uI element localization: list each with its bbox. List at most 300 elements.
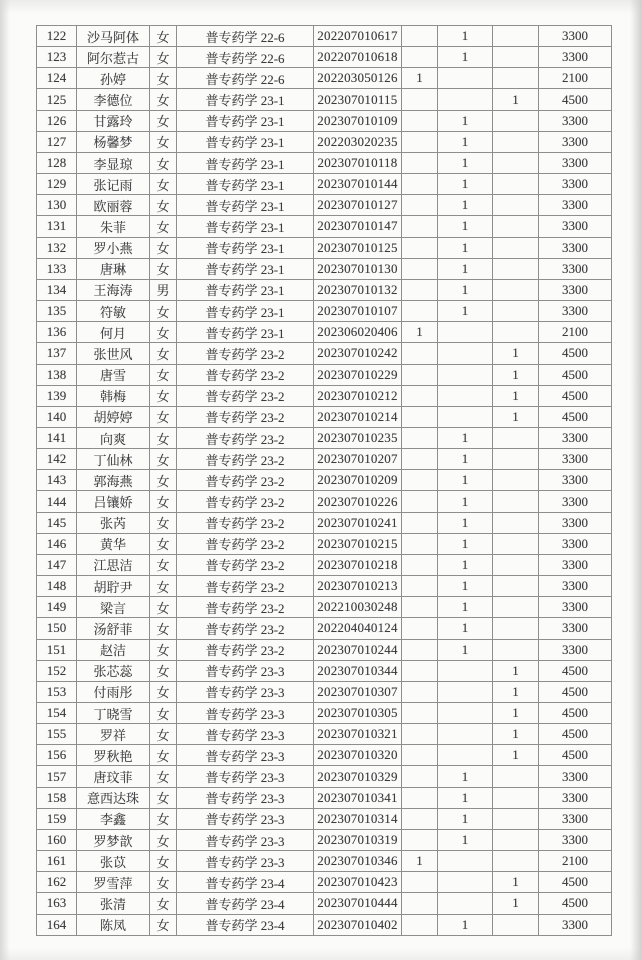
cell-mark_3300: 1 (438, 829, 493, 850)
cell-no: 146 (37, 533, 77, 554)
cell-mark_3300: 1 (438, 195, 493, 216)
cell-amount: 3300 (539, 195, 612, 216)
cell-class: 普专药学 23-3 (177, 745, 314, 766)
cell-no: 142 (37, 449, 77, 470)
cell-mark_3300: 1 (438, 597, 493, 618)
cell-no: 129 (37, 174, 77, 195)
cell-name: 孙婷 (77, 68, 150, 89)
table-row (37, 47, 612, 68)
cell-mark_2100 (402, 26, 438, 47)
cell-gender: 女 (150, 745, 177, 766)
cell-no: 137 (37, 343, 77, 364)
cell-no: 144 (37, 491, 77, 512)
cell-mark_4500 (493, 766, 539, 787)
cell-gender: 女 (150, 787, 177, 808)
cell-amount: 4500 (539, 660, 612, 681)
cell-no: 130 (37, 195, 77, 216)
cell-class: 普专药学 23-4 (177, 872, 314, 893)
cell-student_id: 202307010344 (314, 660, 402, 681)
cell-mark_2100 (402, 89, 438, 110)
table-row (37, 26, 612, 47)
cell-gender: 女 (150, 322, 177, 343)
cell-mark_3300: 1 (438, 301, 493, 322)
cell-mark_2100 (402, 829, 438, 850)
cell-amount: 3300 (539, 618, 612, 639)
cell-name: 唐雪 (77, 364, 150, 385)
cell-class: 普专药学 23-2 (177, 576, 314, 597)
cell-class: 普专药学 23-2 (177, 427, 314, 448)
cell-class: 普专药学 23-1 (177, 131, 314, 152)
table-row (37, 872, 612, 893)
cell-mark_2100 (402, 258, 438, 279)
cell-no: 164 (37, 914, 77, 935)
cell-mark_4500 (493, 427, 539, 448)
cell-student_id: 202307010346 (314, 851, 402, 872)
cell-student_id: 202307010314 (314, 808, 402, 829)
cell-mark_2100 (402, 364, 438, 385)
cell-name: 李显琼 (77, 152, 150, 173)
cell-mark_3300: 1 (438, 618, 493, 639)
cell-mark_2100 (402, 512, 438, 533)
table-row (37, 131, 612, 152)
cell-mark_2100 (402, 745, 438, 766)
cell-no: 126 (37, 110, 77, 131)
cell-mark_4500 (493, 131, 539, 152)
cell-student_id: 202307010218 (314, 554, 402, 575)
cell-amount: 3300 (539, 301, 612, 322)
table-row (37, 639, 612, 660)
table-row (37, 533, 612, 554)
table-row (37, 68, 612, 89)
cell-student_id: 202210030248 (314, 597, 402, 618)
cell-name: 沙马阿体 (77, 26, 150, 47)
cell-mark_3300: 1 (438, 279, 493, 300)
cell-gender: 女 (150, 47, 177, 68)
cell-mark_4500 (493, 618, 539, 639)
cell-amount: 3300 (539, 26, 612, 47)
cell-amount: 4500 (539, 724, 612, 745)
cell-mark_2100 (402, 703, 438, 724)
cell-name: 张芮 (77, 512, 150, 533)
cell-class: 普专药学 22-6 (177, 68, 314, 89)
cell-name: 向爽 (77, 427, 150, 448)
cell-name: 罗梦歆 (77, 829, 150, 850)
cell-mark_4500 (493, 47, 539, 68)
cell-amount: 4500 (539, 872, 612, 893)
cell-mark_4500: 1 (493, 703, 539, 724)
table-row (37, 174, 612, 195)
cell-no: 156 (37, 745, 77, 766)
cell-mark_2100 (402, 427, 438, 448)
cell-mark_4500 (493, 512, 539, 533)
cell-gender: 女 (150, 427, 177, 448)
cell-mark_3300: 1 (438, 787, 493, 808)
cell-gender: 女 (150, 914, 177, 935)
cell-name: 唐琳 (77, 258, 150, 279)
cell-class: 普专药学 23-1 (177, 152, 314, 173)
table-row (37, 301, 612, 322)
cell-name: 符敏 (77, 301, 150, 322)
cell-mark_4500 (493, 829, 539, 850)
cell-mark_2100 (402, 385, 438, 406)
cell-mark_3300: 1 (438, 131, 493, 152)
cell-mark_2100 (402, 872, 438, 893)
table-row (37, 195, 612, 216)
cell-amount: 2100 (539, 68, 612, 89)
cell-name: 吕镶娇 (77, 491, 150, 512)
cell-mark_2100 (402, 237, 438, 258)
cell-no: 161 (37, 851, 77, 872)
cell-gender: 女 (150, 258, 177, 279)
cell-amount: 3300 (539, 639, 612, 660)
cell-mark_2100 (402, 195, 438, 216)
cell-gender: 女 (150, 385, 177, 406)
cell-gender: 女 (150, 406, 177, 427)
cell-no: 159 (37, 808, 77, 829)
cell-amount: 3300 (539, 279, 612, 300)
cell-no: 139 (37, 385, 77, 406)
cell-student_id: 202307010307 (314, 681, 402, 702)
cell-class: 普专药学 23-2 (177, 406, 314, 427)
cell-amount: 3300 (539, 470, 612, 491)
cell-name: 丁仙林 (77, 449, 150, 470)
cell-amount: 4500 (539, 406, 612, 427)
cell-amount: 4500 (539, 681, 612, 702)
table-row (37, 576, 612, 597)
cell-class: 普专药学 23-2 (177, 512, 314, 533)
cell-mark_2100 (402, 406, 438, 427)
cell-mark_4500: 1 (493, 724, 539, 745)
cell-mark_4500 (493, 195, 539, 216)
cell-mark_4500 (493, 914, 539, 935)
cell-mark_4500 (493, 787, 539, 808)
cell-mark_3300: 1 (438, 914, 493, 935)
cell-no: 136 (37, 322, 77, 343)
cell-name: 何月 (77, 322, 150, 343)
cell-student_id: 202307010214 (314, 406, 402, 427)
cell-class: 普专药学 23-1 (177, 258, 314, 279)
cell-class: 普专药学 23-3 (177, 851, 314, 872)
cell-student_id: 202307010215 (314, 533, 402, 554)
cell-mark_2100 (402, 449, 438, 470)
cell-student_id: 202307010341 (314, 787, 402, 808)
cell-mark_3300: 1 (438, 808, 493, 829)
cell-student_id: 202307010209 (314, 470, 402, 491)
cell-mark_3300 (438, 343, 493, 364)
cell-student_id: 202204040124 (314, 618, 402, 639)
cell-mark_4500 (493, 639, 539, 660)
cell-name: 张芯蕊 (77, 660, 150, 681)
cell-mark_4500: 1 (493, 343, 539, 364)
cell-no: 122 (37, 26, 77, 47)
cell-no: 127 (37, 131, 77, 152)
cell-gender: 女 (150, 195, 177, 216)
table-row (37, 703, 612, 724)
cell-gender: 女 (150, 364, 177, 385)
cell-gender: 女 (150, 533, 177, 554)
cell-name: 郭海燕 (77, 470, 150, 491)
cell-no: 141 (37, 427, 77, 448)
cell-mark_4500 (493, 237, 539, 258)
cell-amount: 3300 (539, 216, 612, 237)
cell-no: 150 (37, 618, 77, 639)
cell-student_id: 202307010235 (314, 427, 402, 448)
cell-name: 朱菲 (77, 216, 150, 237)
cell-mark_2100 (402, 110, 438, 131)
cell-mark_3300 (438, 385, 493, 406)
cell-gender: 女 (150, 554, 177, 575)
student-table-body (37, 26, 612, 936)
table-row (37, 385, 612, 406)
cell-mark_4500 (493, 554, 539, 575)
cell-gender: 女 (150, 131, 177, 152)
cell-amount: 3300 (539, 533, 612, 554)
cell-amount: 3300 (539, 576, 612, 597)
cell-amount: 4500 (539, 343, 612, 364)
cell-no: 138 (37, 364, 77, 385)
cell-no: 145 (37, 512, 77, 533)
cell-mark_4500 (493, 597, 539, 618)
cell-no: 131 (37, 216, 77, 237)
table-row (37, 660, 612, 681)
cell-class: 普专药学 23-2 (177, 385, 314, 406)
cell-mark_2100 (402, 787, 438, 808)
cell-amount: 3300 (539, 427, 612, 448)
cell-mark_3300: 1 (438, 47, 493, 68)
cell-no: 123 (37, 47, 77, 68)
cell-gender: 女 (150, 26, 177, 47)
cell-class: 普专药学 23-2 (177, 364, 314, 385)
cell-mark_3300 (438, 851, 493, 872)
cell-mark_3300 (438, 68, 493, 89)
cell-name: 李鑫 (77, 808, 150, 829)
cell-amount: 3300 (539, 449, 612, 470)
cell-class: 普专药学 23-3 (177, 724, 314, 745)
cell-mark_4500: 1 (493, 89, 539, 110)
table-row (37, 681, 612, 702)
table-row (37, 427, 612, 448)
cell-no: 143 (37, 470, 77, 491)
cell-gender: 女 (150, 681, 177, 702)
table-row (37, 258, 612, 279)
cell-amount: 3300 (539, 47, 612, 68)
table-row (37, 470, 612, 491)
table-row (37, 745, 612, 766)
table-row (37, 491, 612, 512)
cell-class: 普专药学 23-2 (177, 343, 314, 364)
cell-mark_3300: 1 (438, 512, 493, 533)
cell-gender: 女 (150, 703, 177, 724)
cell-name: 张苡 (77, 851, 150, 872)
cell-gender: 女 (150, 872, 177, 893)
cell-student_id: 202307010207 (314, 449, 402, 470)
cell-mark_2100 (402, 47, 438, 68)
cell-amount: 3300 (539, 787, 612, 808)
cell-mark_3300 (438, 364, 493, 385)
cell-mark_4500 (493, 533, 539, 554)
table-row (37, 152, 612, 173)
cell-no: 152 (37, 660, 77, 681)
cell-mark_4500 (493, 322, 539, 343)
cell-amount: 3300 (539, 597, 612, 618)
cell-mark_2100 (402, 724, 438, 745)
cell-mark_3300: 1 (438, 174, 493, 195)
cell-mark_3300: 1 (438, 427, 493, 448)
cell-student_id: 202307010444 (314, 893, 402, 914)
table-row (37, 766, 612, 787)
table-row (37, 724, 612, 745)
cell-name: 唐玟菲 (77, 766, 150, 787)
table-row (37, 449, 612, 470)
cell-mark_2100 (402, 216, 438, 237)
cell-gender: 女 (150, 893, 177, 914)
cell-gender: 女 (150, 237, 177, 258)
cell-name: 汤舒菲 (77, 618, 150, 639)
cell-name: 甘露玲 (77, 110, 150, 131)
cell-student_id: 202307010321 (314, 724, 402, 745)
cell-class: 普专药学 23-2 (177, 597, 314, 618)
cell-no: 160 (37, 829, 77, 850)
cell-class: 普专药学 23-4 (177, 893, 314, 914)
cell-mark_3300: 1 (438, 110, 493, 131)
cell-name: 杨馨梦 (77, 131, 150, 152)
cell-class: 普专药学 23-3 (177, 703, 314, 724)
cell-name: 黄华 (77, 533, 150, 554)
cell-class: 普专药学 23-1 (177, 174, 314, 195)
cell-gender: 女 (150, 89, 177, 110)
cell-class: 普专药学 23-3 (177, 808, 314, 829)
cell-mark_3300: 1 (438, 766, 493, 787)
cell-mark_2100 (402, 131, 438, 152)
table-row (37, 322, 612, 343)
table-row (37, 110, 612, 131)
cell-class: 普专药学 22-6 (177, 47, 314, 68)
cell-name: 胡婷婷 (77, 406, 150, 427)
cell-mark_4500 (493, 26, 539, 47)
cell-mark_2100 (402, 174, 438, 195)
cell-amount: 3300 (539, 237, 612, 258)
cell-gender: 女 (150, 660, 177, 681)
cell-gender: 女 (150, 470, 177, 491)
cell-mark_4500 (493, 449, 539, 470)
cell-amount: 2100 (539, 322, 612, 343)
cell-student_id: 202306020406 (314, 322, 402, 343)
cell-amount: 3300 (539, 110, 612, 131)
cell-no: 155 (37, 724, 77, 745)
cell-mark_4500 (493, 470, 539, 491)
cell-name: 罗小燕 (77, 237, 150, 258)
cell-mark_3300 (438, 322, 493, 343)
cell-class: 普专药学 23-1 (177, 237, 314, 258)
cell-mark_2100 (402, 491, 438, 512)
cell-mark_4500 (493, 216, 539, 237)
cell-mark_4500 (493, 152, 539, 173)
cell-gender: 女 (150, 808, 177, 829)
cell-student_id: 202307010244 (314, 639, 402, 660)
cell-no: 135 (37, 301, 77, 322)
cell-no: 149 (37, 597, 77, 618)
cell-no: 140 (37, 406, 77, 427)
cell-gender: 女 (150, 851, 177, 872)
cell-name: 欧丽蓉 (77, 195, 150, 216)
cell-no: 154 (37, 703, 77, 724)
cell-mark_4500 (493, 258, 539, 279)
cell-mark_2100 (402, 470, 438, 491)
cell-mark_2100 (402, 681, 438, 702)
cell-no: 162 (37, 872, 77, 893)
cell-amount: 4500 (539, 89, 612, 110)
cell-mark_3300 (438, 681, 493, 702)
cell-mark_4500: 1 (493, 364, 539, 385)
cell-mark_2100 (402, 343, 438, 364)
cell-student_id: 202307010109 (314, 110, 402, 131)
cell-student_id: 202307010115 (314, 89, 402, 110)
table-row (37, 554, 612, 575)
cell-mark_3300: 1 (438, 533, 493, 554)
cell-amount: 3300 (539, 512, 612, 533)
cell-amount: 3300 (539, 554, 612, 575)
cell-amount: 4500 (539, 703, 612, 724)
cell-student_id: 202307010423 (314, 872, 402, 893)
cell-mark_3300: 1 (438, 216, 493, 237)
cell-no: 163 (37, 893, 77, 914)
cell-amount: 4500 (539, 745, 612, 766)
cell-mark_3300: 1 (438, 554, 493, 575)
cell-student_id: 202307010226 (314, 491, 402, 512)
cell-no: 153 (37, 681, 77, 702)
cell-name: 江思洁 (77, 554, 150, 575)
cell-student_id: 202307010132 (314, 279, 402, 300)
cell-gender: 女 (150, 216, 177, 237)
cell-mark_2100 (402, 618, 438, 639)
cell-no: 157 (37, 766, 77, 787)
cell-student_id: 202307010242 (314, 343, 402, 364)
cell-mark_3300: 1 (438, 639, 493, 660)
table-row (37, 914, 612, 935)
cell-amount: 3300 (539, 808, 612, 829)
cell-class: 普专药学 23-2 (177, 491, 314, 512)
cell-mark_2100 (402, 597, 438, 618)
cell-name: 张记雨 (77, 174, 150, 195)
cell-no: 158 (37, 787, 77, 808)
cell-name: 赵洁 (77, 639, 150, 660)
cell-mark_2100: 1 (402, 322, 438, 343)
cell-mark_2100 (402, 639, 438, 660)
cell-student_id: 202307010319 (314, 829, 402, 850)
cell-mark_4500 (493, 110, 539, 131)
cell-mark_3300 (438, 724, 493, 745)
cell-mark_3300 (438, 89, 493, 110)
table-row (37, 237, 612, 258)
table-row (37, 893, 612, 914)
cell-amount: 3300 (539, 914, 612, 935)
cell-amount: 3300 (539, 491, 612, 512)
cell-class: 普专药学 23-1 (177, 322, 314, 343)
cell-gender: 女 (150, 576, 177, 597)
cell-class: 普专药学 23-2 (177, 449, 314, 470)
cell-mark_4500 (493, 851, 539, 872)
cell-mark_3300 (438, 660, 493, 681)
cell-mark_3300 (438, 406, 493, 427)
cell-student_id: 202307010329 (314, 766, 402, 787)
cell-gender: 女 (150, 639, 177, 660)
cell-name: 陈凤 (77, 914, 150, 935)
cell-student_id: 202307010144 (314, 174, 402, 195)
table-row (37, 787, 612, 808)
cell-amount: 3300 (539, 174, 612, 195)
table-row (37, 364, 612, 385)
table-row (37, 618, 612, 639)
